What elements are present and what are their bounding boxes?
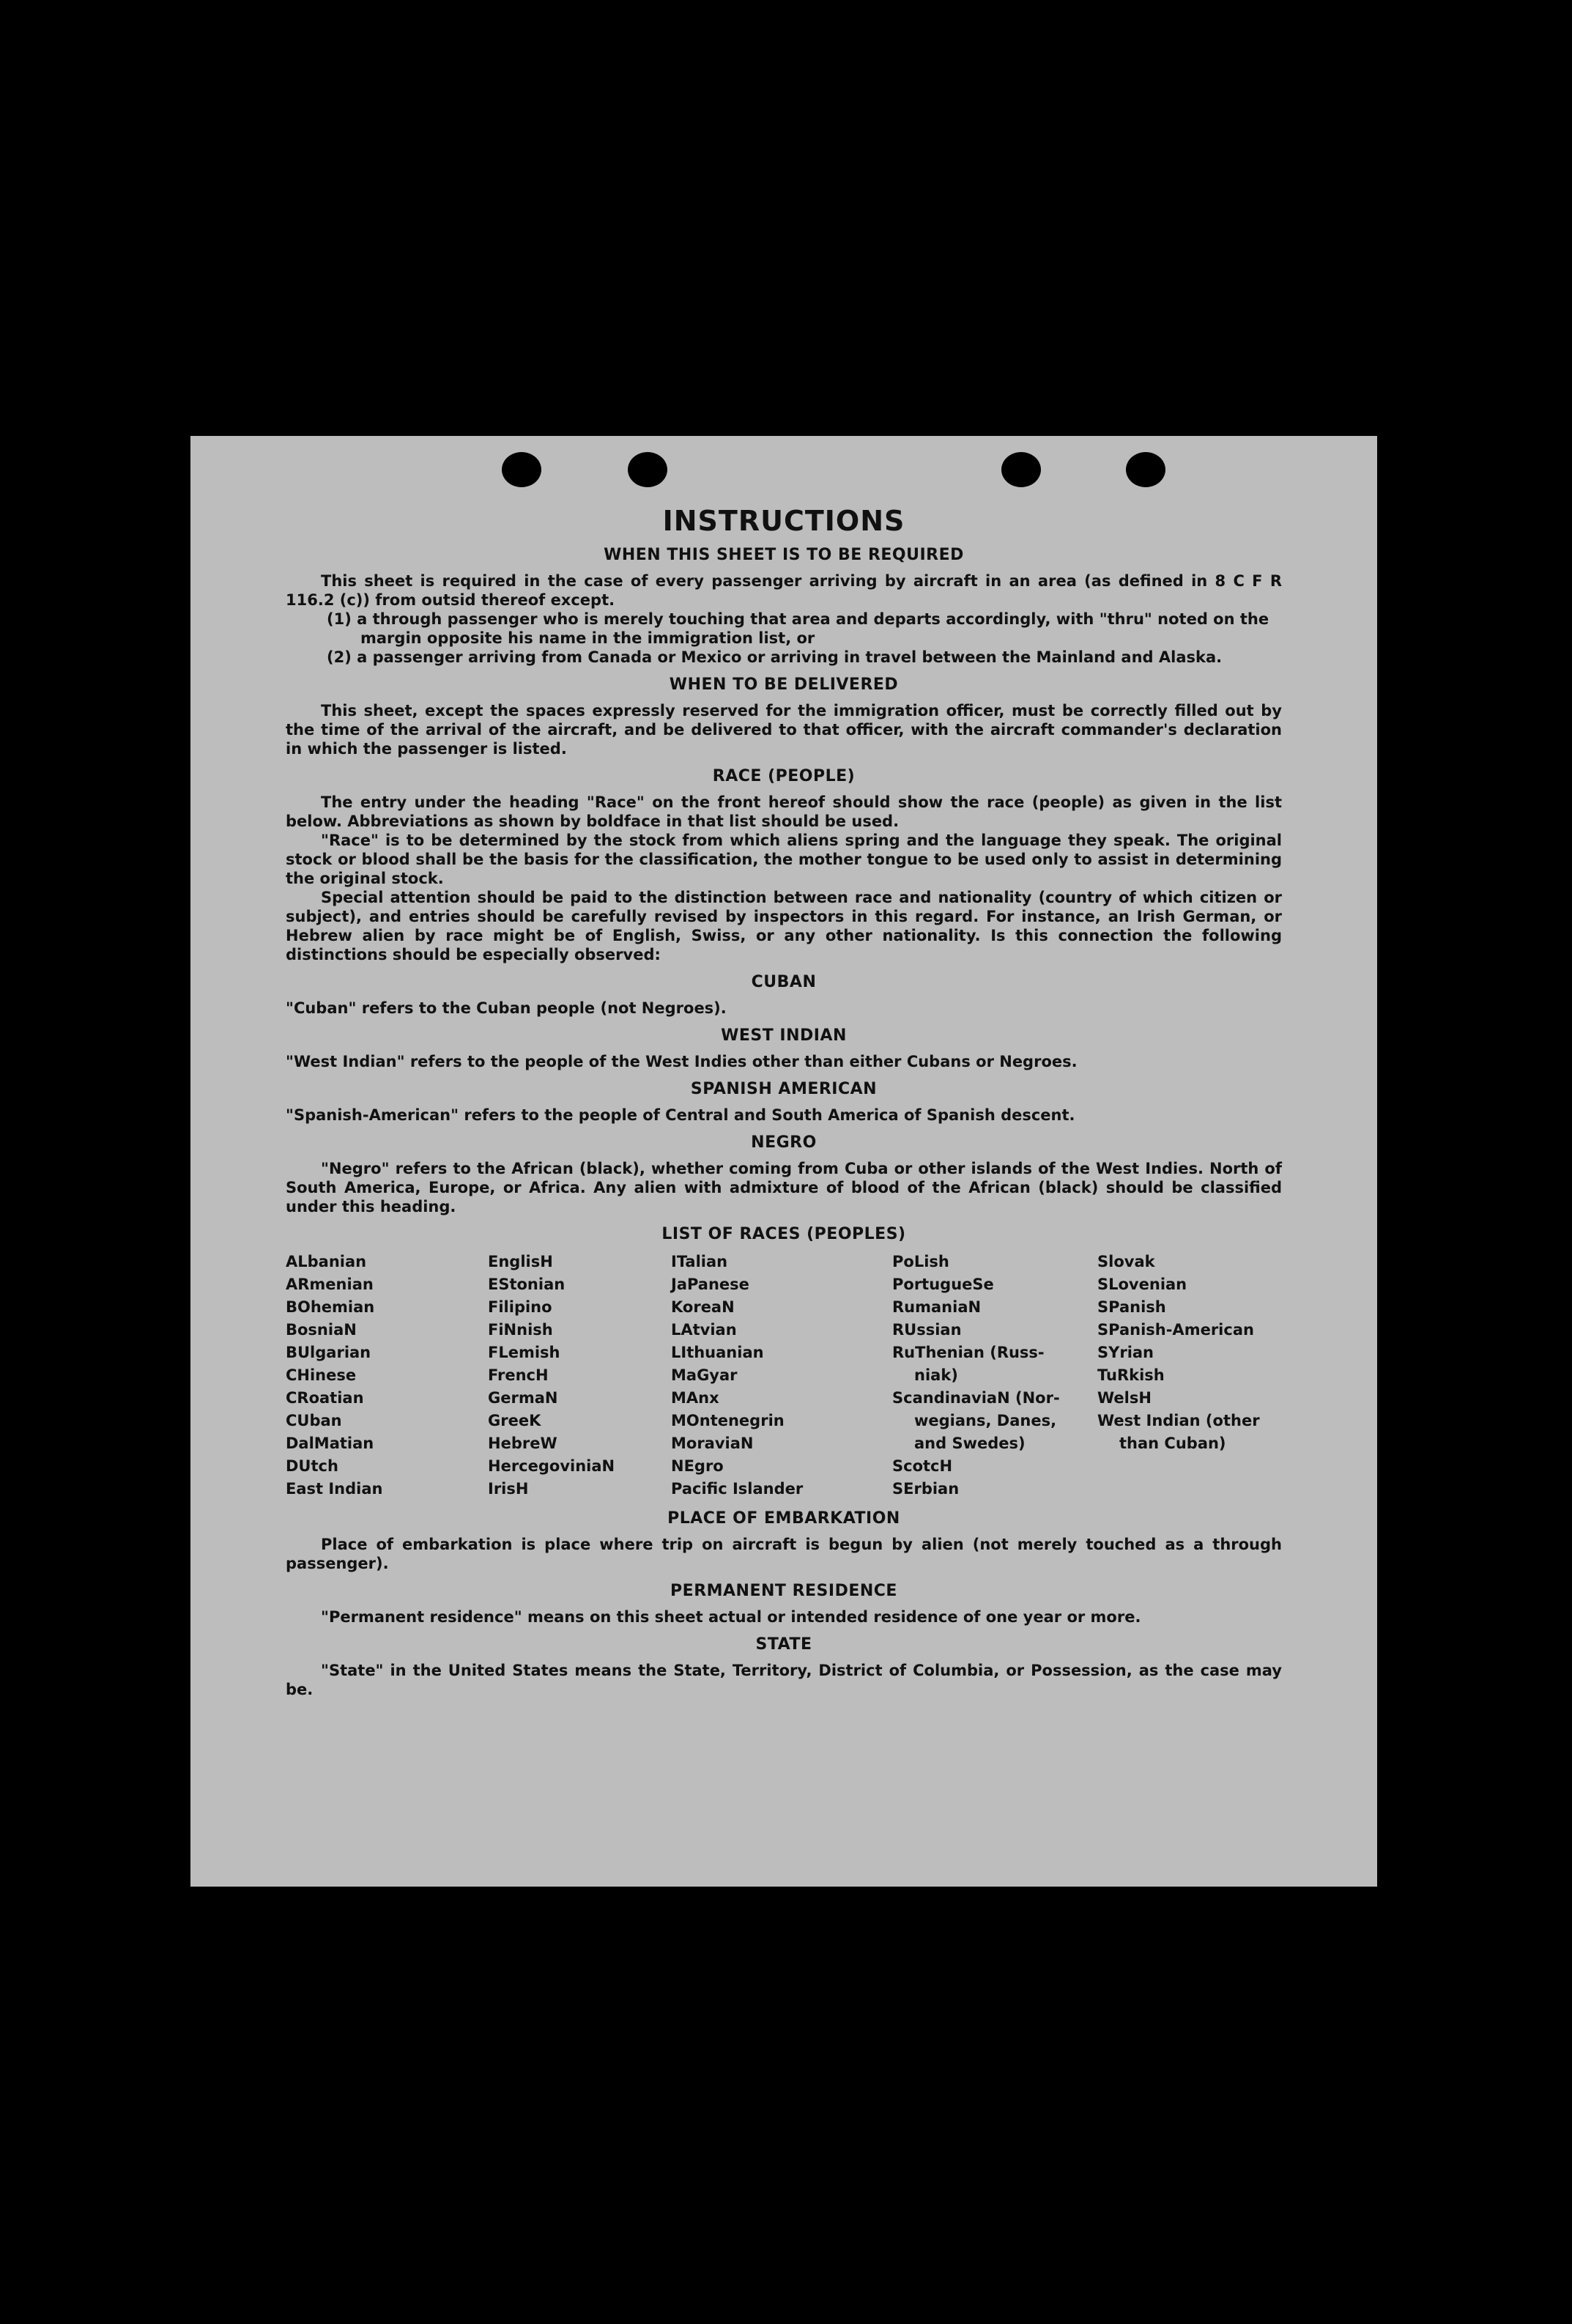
race-entry: FLemish (488, 1344, 560, 1361)
race-entry: Pacific Islander (671, 1480, 804, 1498)
race-entry: SErbian (892, 1480, 960, 1498)
race-entry: SPanish-American (1097, 1321, 1254, 1339)
race-entry: than Cuban) (1119, 1435, 1226, 1452)
races-column (892, 1251, 1097, 1500)
race-entry: Filipino (488, 1298, 552, 1316)
race-entry: HercegoviniaN (488, 1457, 615, 1475)
races-column (1097, 1251, 1288, 1500)
race-entry: SYrian (1097, 1344, 1154, 1361)
document-sheet (190, 436, 1377, 1887)
race-entry: MOntenegrin (671, 1412, 785, 1429)
cuban-text: "Cuban" refers to the Cuban people (not Negroes). (286, 999, 727, 1017)
race-entry: KoreaN (671, 1298, 735, 1316)
race-entry: IrisH (488, 1480, 529, 1498)
heading-when-required: WHEN THIS SHEET IS TO BE REQUIRED (604, 546, 964, 564)
race-entry: SPanish (1097, 1298, 1166, 1316)
heading-race: RACE (PEOPLE) (712, 767, 856, 785)
heading-spanish-american: SPANISH AMERICAN (690, 1080, 878, 1098)
race-paragraph-1: The entry under the heading "Race" on the front hereof should show the race (people) as given in the list below. Abbreviations as shown by boldface in that list should be used. (286, 793, 1282, 830)
race-entry: EStonian (488, 1276, 566, 1293)
punch-hole (502, 452, 541, 487)
exception-item: (2) a passenger arriving from Canada or Mexico or arriving in travel between the Mainland and Alaska. (327, 648, 1223, 666)
race-entry: MaGyar (671, 1366, 738, 1384)
heading-west-indian: WEST INDIAN (721, 1026, 847, 1045)
race-entry: FrencH (488, 1366, 549, 1384)
permanent-residence-text: "Permanent residence" means on this sheet actual or intended residence of one year or more. (321, 1608, 1141, 1626)
race-entry: niak) (914, 1366, 958, 1384)
when-required-intro: This sheet is required in the case of every passenger arriving by aircraft in an area (as defined in 8 C F R 116.2 (c)) from outsid thereof except. (286, 572, 1282, 609)
heading-when-delivered: WHEN TO BE DELIVERED (669, 676, 899, 694)
race-entry: MAnx (671, 1389, 719, 1407)
races-column (671, 1251, 892, 1500)
negro-text: "Negro" refers to the African (black), whether coming from Cuba or other islands of the West Indies. North of South America, Europe, or Africa. Any alien with admixture of blood of the African (black) should be classified under this heading. (286, 1160, 1282, 1215)
race-entry: Slovak (1097, 1253, 1155, 1270)
races-list (286, 1251, 1282, 1500)
race-entry: JaPanese (671, 1276, 749, 1293)
race-entry: RUssian (892, 1321, 962, 1339)
spanish-american-text: "Spanish-American" refers to the people of Central and South America of Spanish descent. (286, 1106, 1075, 1124)
west-indian-text: "West Indian" refers to the people of the West Indies other than either Cubans or Negroes. (286, 1053, 1078, 1070)
race-entry: PortugueSe (892, 1276, 994, 1293)
embarkation-text: Place of embarkation is place where trip on aircraft is begun by alien (not merely touched as a through passenger). (286, 1536, 1282, 1572)
race-entry: RuThenian (Russ- (892, 1344, 1045, 1361)
heading-list-of-races: LIST OF RACES (PEOPLES) (661, 1225, 906, 1243)
race-entry: PoLish (892, 1253, 949, 1270)
when-delivered-text: This sheet, except the spaces expressly reserved for the immigration officer, must be correctly filled out by the time of the arrival of the aircraft, and be delivered to that officer, with the aircraft commander's declaration in which the passenger is listed. (286, 702, 1282, 758)
race-entry: ITalian (671, 1253, 728, 1270)
race-entry: GermaN (488, 1389, 558, 1407)
heading-cuban: CUBAN (751, 973, 817, 991)
exception-item: (1) a through passenger who is merely touching that area and departs accordingly, with "thru" noted on the margin opposite his name in the immigration list, or (327, 610, 1269, 647)
race-entry: EnglisH (488, 1253, 553, 1270)
race-entry: RumaniaN (892, 1298, 982, 1316)
race-entry: BOhemian (286, 1298, 375, 1316)
race-entry: TuRkish (1097, 1366, 1165, 1384)
race-entry: DalMatian (286, 1435, 374, 1452)
heading-permanent-residence: PERMANENT RESIDENCE (670, 1582, 897, 1600)
race-entry: LIthuanian (671, 1344, 764, 1361)
race-entry: and Swedes) (914, 1435, 1026, 1452)
race-entry: CRoatian (286, 1389, 364, 1407)
race-entry: WelsH (1097, 1389, 1152, 1407)
page-title: INSTRUCTIONS (662, 505, 905, 537)
races-column (286, 1251, 488, 1500)
race-entry: wegians, Danes, (914, 1412, 1057, 1429)
punch-hole (1001, 452, 1041, 487)
state-text: "State" in the United States means the State, Territory, District of Columbia, or Possession, as the case may be. (286, 1662, 1282, 1698)
punch-hole (1126, 452, 1165, 487)
race-paragraph-3: Special attention should be paid to the distinction between race and nationality (country of which citizen or subject), and entries should be carefully revised by inspectors in this regard. For instance, an Irish German, or Hebrew alien by race might be of English, Swiss, or any other nationality. Is this connection the following distinctions should be especially observed: (286, 889, 1282, 963)
race-entry: DUtch (286, 1457, 338, 1475)
heading-state: STATE (755, 1635, 812, 1654)
race-entry: West Indian (other (1097, 1412, 1260, 1429)
race-entry: LAtvian (671, 1321, 737, 1339)
race-entry: GreeK (488, 1412, 541, 1429)
race-entry: SLovenian (1097, 1276, 1187, 1293)
race-entry: CUban (286, 1412, 342, 1429)
race-entry: ScotcH (892, 1457, 953, 1475)
races-column (488, 1251, 671, 1500)
race-entry: ARmenian (286, 1276, 374, 1293)
race-entry: FiNnish (488, 1321, 553, 1339)
race-paragraph-2: "Race" is to be determined by the stock from which aliens spring and the language they speak. The original stock or blood shall be the basis for the classification, the mother tongue to be used only to assist in determining the original stock. (286, 832, 1282, 887)
heading-negro: NEGRO (751, 1133, 817, 1152)
race-entry: East Indian (286, 1480, 383, 1498)
race-entry: HebreW (488, 1435, 557, 1452)
race-entry: CHinese (286, 1366, 357, 1384)
race-entry: BUlgarian (286, 1344, 371, 1361)
race-entry: MoraviaN (671, 1435, 754, 1452)
race-entry: BosniaN (286, 1321, 357, 1339)
race-entry: ALbanian (286, 1253, 367, 1270)
race-entry: NEgro (671, 1457, 724, 1475)
punch-hole (628, 452, 667, 487)
race-entry: ScandinaviaN (Nor- (892, 1389, 1060, 1407)
heading-embarkation: PLACE OF EMBARKATION (667, 1509, 900, 1528)
